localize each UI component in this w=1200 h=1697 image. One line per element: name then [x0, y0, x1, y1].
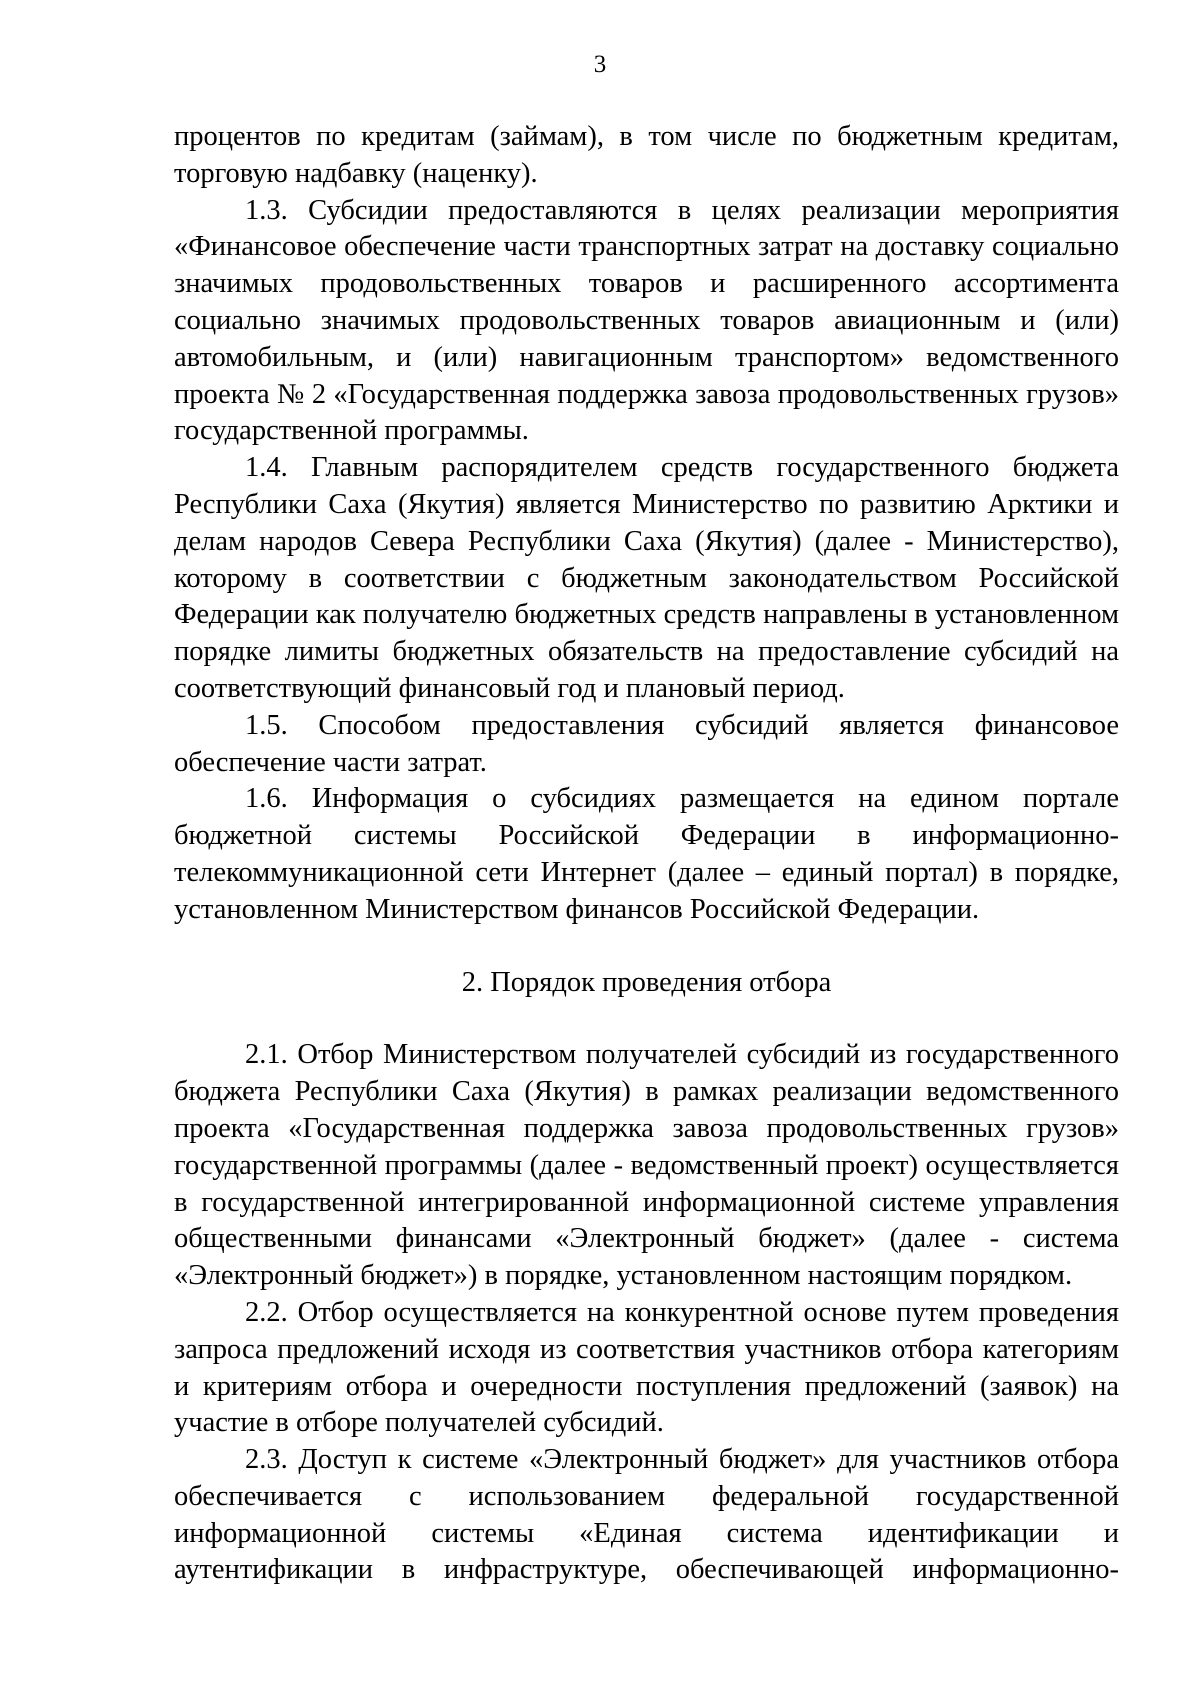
- section-2-heading: 2. Порядок проведения отбора: [461, 966, 832, 998]
- paragraph-2-1: 2.1. Отбор Министерством получателей субсидий из государственного бюджета Республики Саха (Якутия) в рамках реализации ведомственного проекта «Государственная поддержка завоза продовольственных грузов» государственной программы (далее - ведомственный проект) осуществляется в государственной интегрированной информационной системе управления общественными финансами «Электронный бюджет» (далее - система «Электронный бюджет») в порядке, установленном настоящим порядком.: [174, 1039, 1119, 1292]
- page-number: 3: [593, 51, 607, 78]
- document-body: [174, 119, 1119, 1589]
- paragraph-1-5: 1.5. Способом предоставления субсидий является финансовое обеспечение части затрат.: [174, 709, 1119, 778]
- paragraph-1-3: 1.3. Субсидии предоставляются в целях реализации мероприятия «Финансовое обеспечение части транспортных затрат на доставку социально значимых продовольственных товаров и расширенного ассортимента социально значимых продовольственных товаров авиационным и (или) автомобильным, и (или) навигационным транспортом» ведомственного проекта № 2 «Государственная поддержка завоза продовольственных грузов» государственной программы.: [174, 194, 1119, 447]
- paragraph-1-4: 1.4. Главным распорядителем средств государственного бюджета Республики Саха (Якутия) является Министерство по развитию Арктики и делам народов Севера Республики Саха (Якутия) (далее - Министерство), которому в соответствии с бюджетным законодательством Российской Федерации как получателю бюджетных средств направлены в установленном порядке лимиты бюджетных обязательств на предоставление субсидий на соответствующий финансовый год и плановый период.: [174, 452, 1119, 704]
- paragraph-1-6: 1.6. Информация о субсидиях размещается на едином портале бюджетной системы Российской Федерации в информационно-телекоммуникационной сети Интернет (далее – единый портал) в порядке, установленном Министерством финансов Российской Федерации.: [174, 783, 1119, 925]
- paragraph-continuation: процентов по кредитам (займам), в том числе по бюджетным кредитам, торговую надбавку (наценку).: [174, 121, 1119, 189]
- spacer: [174, 929, 1119, 965]
- paragraph-2-3: 2.3. Доступ к системе «Электронный бюджет» для участников отбора обеспечивается с использованием федеральной государственной информационной системы «Единая система идентификации и аутентификации в инфраструктуре, обеспечивающей информационно-: [174, 1444, 1119, 1586]
- paragraph-2-2: 2.2. Отбор осуществляется на конкурентной основе путем проведения запроса предложений исходя из соответствия участников отбора категориям и критериям отбора и очередности поступления предложений (заявок) на участие в отборе получателей субсидий.: [174, 1296, 1119, 1439]
- spacer: [174, 1001, 1119, 1037]
